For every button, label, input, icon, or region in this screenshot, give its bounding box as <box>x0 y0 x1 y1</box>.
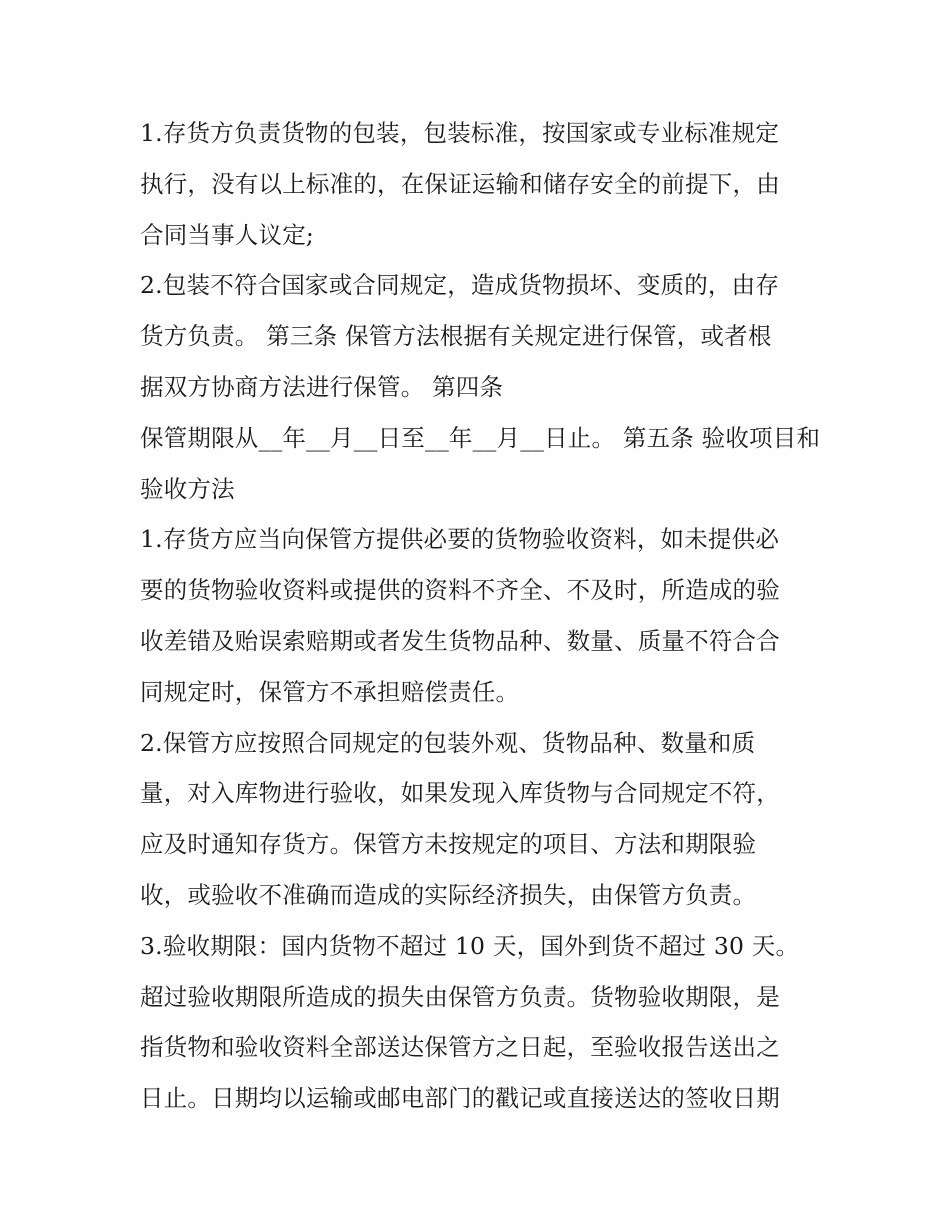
text-line: 执行，没有以上标准的，在保证运输和储存安全的前提下，由 <box>140 169 780 198</box>
text-line: 2.保管方应按照合同规定的包装外观、货物品种、数量和质 <box>140 728 756 757</box>
text-line: 1.存货方应当向保管方提供必要的货物验收资料，如未提供必 <box>140 525 780 554</box>
text-line: 超过验收期限所造成的损失由保管方负责。货物验收期限，是 <box>140 982 780 1011</box>
text-line: 保管期限从__年__月__日至__年__月__日止。 第五条 验收项目和 <box>140 423 821 452</box>
text-line: 收差错及贻误索赔期或者发生货物品种、数量、质量不符合合 <box>140 626 780 655</box>
text-line: 同规定时，保管方不承担赔偿责任。 <box>140 677 520 706</box>
text-line: 指货物和验收资料全部送达保管方之日起，至验收报告送出之 <box>140 1033 780 1062</box>
text-line: 2.包装不符合国家或合同规定，造成货物损坏、变质的，由存 <box>140 271 780 300</box>
document-body <box>140 108 820 1124</box>
text-line: 收，或验收不准确而造成的实际经济损失，由保管方负责。 <box>140 880 757 909</box>
text-line: 要的货物验收资料或提供的资料不齐全、不及时，所造成的验 <box>140 576 780 605</box>
text-line: 3.验收期限：国内货物不超过 10 天，国外到货不超过 30 天。 <box>140 931 800 960</box>
text-line: 日止。日期均以运输或邮电部门的戳记或直接送达的签收日期 <box>140 1084 780 1113</box>
text-line: 1.存货方负责货物的包装，包装标准，按国家或专业标准规定 <box>140 119 780 147</box>
text-line: 货方负责。 第三条 保管方法根据有关规定进行保管，或者根 <box>140 322 772 351</box>
text-line: 量，对入库物进行验收，如果发现入库货物与合同规定不符， <box>140 779 780 808</box>
text-line: 应及时通知存货方。保管方未按规定的项目、方法和期限验 <box>140 830 757 859</box>
text-line: 据双方协商方法进行保管。 第四条 <box>140 372 504 401</box>
text-line: 验收方法 <box>140 474 235 503</box>
text-line: 合同当事人议定; <box>140 220 315 249</box>
